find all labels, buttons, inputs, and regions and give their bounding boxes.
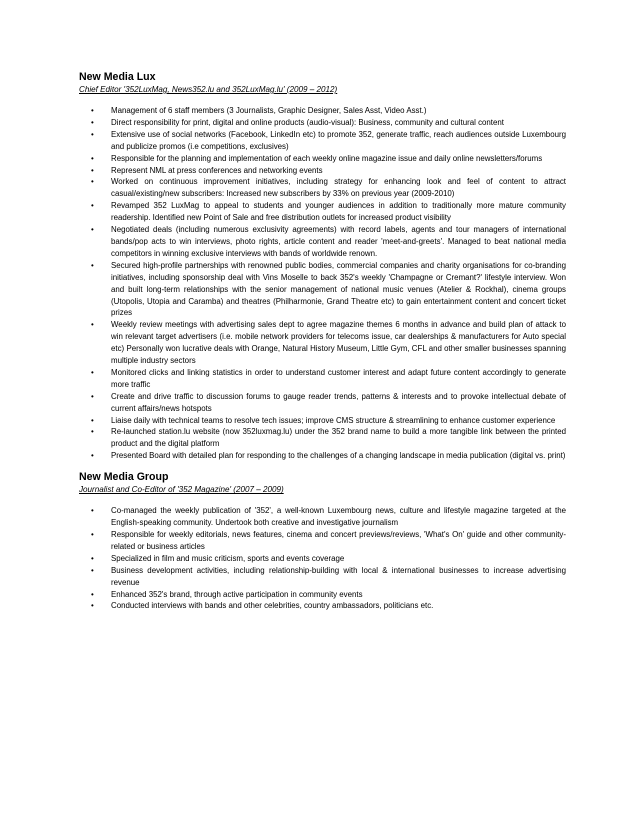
- job-section-new-media-lux: [79, 71, 566, 462]
- bullet-icon: •: [91, 320, 94, 330]
- list-item-text: Liaise daily with technical teams to resolve tech issues; improve CMS structure & streamlining to enhance customer experience: [111, 415, 556, 425]
- bullet-icon: •: [91, 177, 94, 187]
- bullet-icon: •: [91, 589, 94, 599]
- bullet-icon: •: [91, 106, 94, 115]
- list-item-text: Re-launched station.lu website (now 352luxmag.lu) under the 352 brand name to build a more tangible link between the printed product and the digital platform: [111, 427, 566, 449]
- list-item-text: Monitored clicks and linking statistics in order to understand customer interest and adapt future content accordingly to generate more traffic: [111, 367, 566, 389]
- bullet-icon: •: [91, 451, 94, 461]
- job-role: Chief Editor '352LuxMag, News352.lu and 352LuxMag.lu' (2009 – 2012): [79, 85, 338, 94]
- list-item-text: Presented Board with detailed plan for responding to the challenges of a changing landscape in media publication (digital vs. print): [111, 451, 566, 461]
- list-item: [79, 391, 566, 415]
- bullet-icon: •: [91, 391, 94, 401]
- list-item-text: Secured high-profile partnerships with renowned public bodies, commercial companies and charity organisations for co-branding initiatives, including sponsorship deal with Vins Moselle to back 352's weekly 'Champagne or Cremant?' lifestyle interview. Won and built long-term relationships with the senior management of national music venues (Atelier & Rockhal), cinema groups (Utopolis, Utopia and Caramba) and theatres (Philharmonie, Grand Theatre etc) to gain entertainment content and concert ticket prizes: [111, 260, 566, 318]
- list-item-text: Co-managed the weekly publication of '352', a well-known Luxembourg news, culture and lifestyle magazine targeted at the English-speaking community. Undertook both creative and investigative journalism: [111, 506, 566, 528]
- bullet-icon: •: [91, 165, 94, 175]
- list-item-text: Create and drive traffic to discussion forums to gauge reader trends, patterns & interests and to provoke intellectual debate of current affairs/news hotspots: [111, 391, 566, 413]
- bullet-icon: •: [91, 117, 94, 127]
- list-item: [79, 224, 566, 260]
- bullet-icon: •: [91, 201, 94, 211]
- list-item-text: Worked on continuous improvement initiatives, including strategy for enhancing look and feel of content to attract casual/existing/new subscribers: Increased new subscribers by 33% on previous year (2009-2010): [111, 177, 566, 199]
- list-item: [79, 415, 566, 427]
- resume-page: [79, 71, 566, 612]
- bullet-icon: •: [91, 225, 94, 235]
- bullet-icon: •: [91, 506, 94, 516]
- responsibility-list: [79, 505, 566, 612]
- bullet-icon: •: [91, 601, 94, 611]
- list-item-text: Revamped 352 LuxMag to appeal to students and younger audiences in addition to traditionally more mature community readership. Identified new Point of Sale and free distribution outlets for increased product visibility: [111, 201, 566, 223]
- list-item: [79, 426, 566, 450]
- list-item: [79, 176, 566, 200]
- list-item: [79, 367, 566, 391]
- list-item-text: Direct responsibility for print, digital and online products (audio-visual): Business, community and cultural content: [111, 117, 504, 127]
- list-item: [79, 129, 566, 153]
- job-role: Journalist and Co-Editor of '352 Magazine' (2007 – 2009): [79, 485, 284, 495]
- list-item-text: Specialized in film and music criticism, sports and events coverage: [111, 553, 345, 563]
- bullet-icon: •: [91, 427, 94, 437]
- list-item: [79, 319, 566, 367]
- list-item: [79, 553, 566, 565]
- bullet-icon: •: [91, 415, 94, 425]
- employer-title: New Media Group: [79, 471, 169, 484]
- list-item: [79, 117, 566, 129]
- list-item-text: Responsible for weekly editorials, news features, cinema and concert previews/reviews, 'What's On' guide and other community-related or business articles: [111, 530, 566, 551]
- list-item-text: Conducted interviews with bands and other celebrities, country ambassadors, politicians etc.: [111, 601, 434, 611]
- list-item: [79, 105, 566, 117]
- list-item: [79, 505, 566, 529]
- bullet-icon: •: [91, 553, 94, 563]
- list-item: [79, 260, 566, 320]
- list-item-text: Weekly review meetings with advertising sales dept to agree magazine themes 6 months in advance and build plan of attack to win relevant target advertisers (i.e. mobile network providers for telecoms issue, car dealerships & manufacturers for Auto special etc) Personally won lucrative deals with Orange, Natural History Museum, Little Gym, CFL and other smaller businesses spanning multiple industry sectors: [111, 320, 566, 366]
- bullet-icon: •: [91, 565, 94, 575]
- bullet-icon: •: [91, 129, 94, 139]
- list-item: [79, 165, 566, 177]
- job-section-new-media-group: [79, 471, 566, 612]
- list-item-text: Represent NML at press conferences and networking events: [111, 165, 323, 175]
- list-item-text: Business development activities, including relationship-building with local & international businesses to increase advertising revenue: [111, 565, 566, 587]
- employer-title: New Media Lux: [79, 71, 156, 83]
- list-item: [79, 565, 566, 589]
- responsibility-list: [79, 105, 566, 462]
- list-item-text: Negotiated deals (including numerous exclusivity agreements) with record labels, agents and tour managers of international bands/pop acts to win interviews, photo rights, article content and reader 'meet-and-greets'. Managed to beat national media competitors in winning exclusive interviews with bands of worldwide renown.: [111, 225, 566, 258]
- list-item: [79, 529, 566, 553]
- list-item: [79, 200, 566, 224]
- bullet-icon: •: [91, 260, 94, 270]
- bullet-icon: •: [91, 153, 94, 163]
- bullet-icon: •: [91, 367, 94, 377]
- list-item: [79, 153, 566, 165]
- list-item-text: Responsible for the planning and implementation of each weekly online magazine issue and daily online newsletters/forums: [111, 153, 543, 163]
- list-item-text: Extensive use of social networks (Facebook, LinkedIn etc) to promote 352, generate traffic, reach audiences outside Luxembourg and publicize promos (i.e competitions, exclusives): [111, 129, 566, 151]
- list-item-text: Management of 6 staff members (3 Journalists, Graphic Designer, Sales Asst, Video Asst.): [111, 106, 427, 115]
- bullet-icon: •: [91, 530, 94, 539]
- list-item-text: Enhanced 352's brand, through active participation in community events: [111, 589, 363, 599]
- list-item: [79, 589, 566, 601]
- list-item: [79, 600, 566, 612]
- list-item: [79, 450, 566, 462]
